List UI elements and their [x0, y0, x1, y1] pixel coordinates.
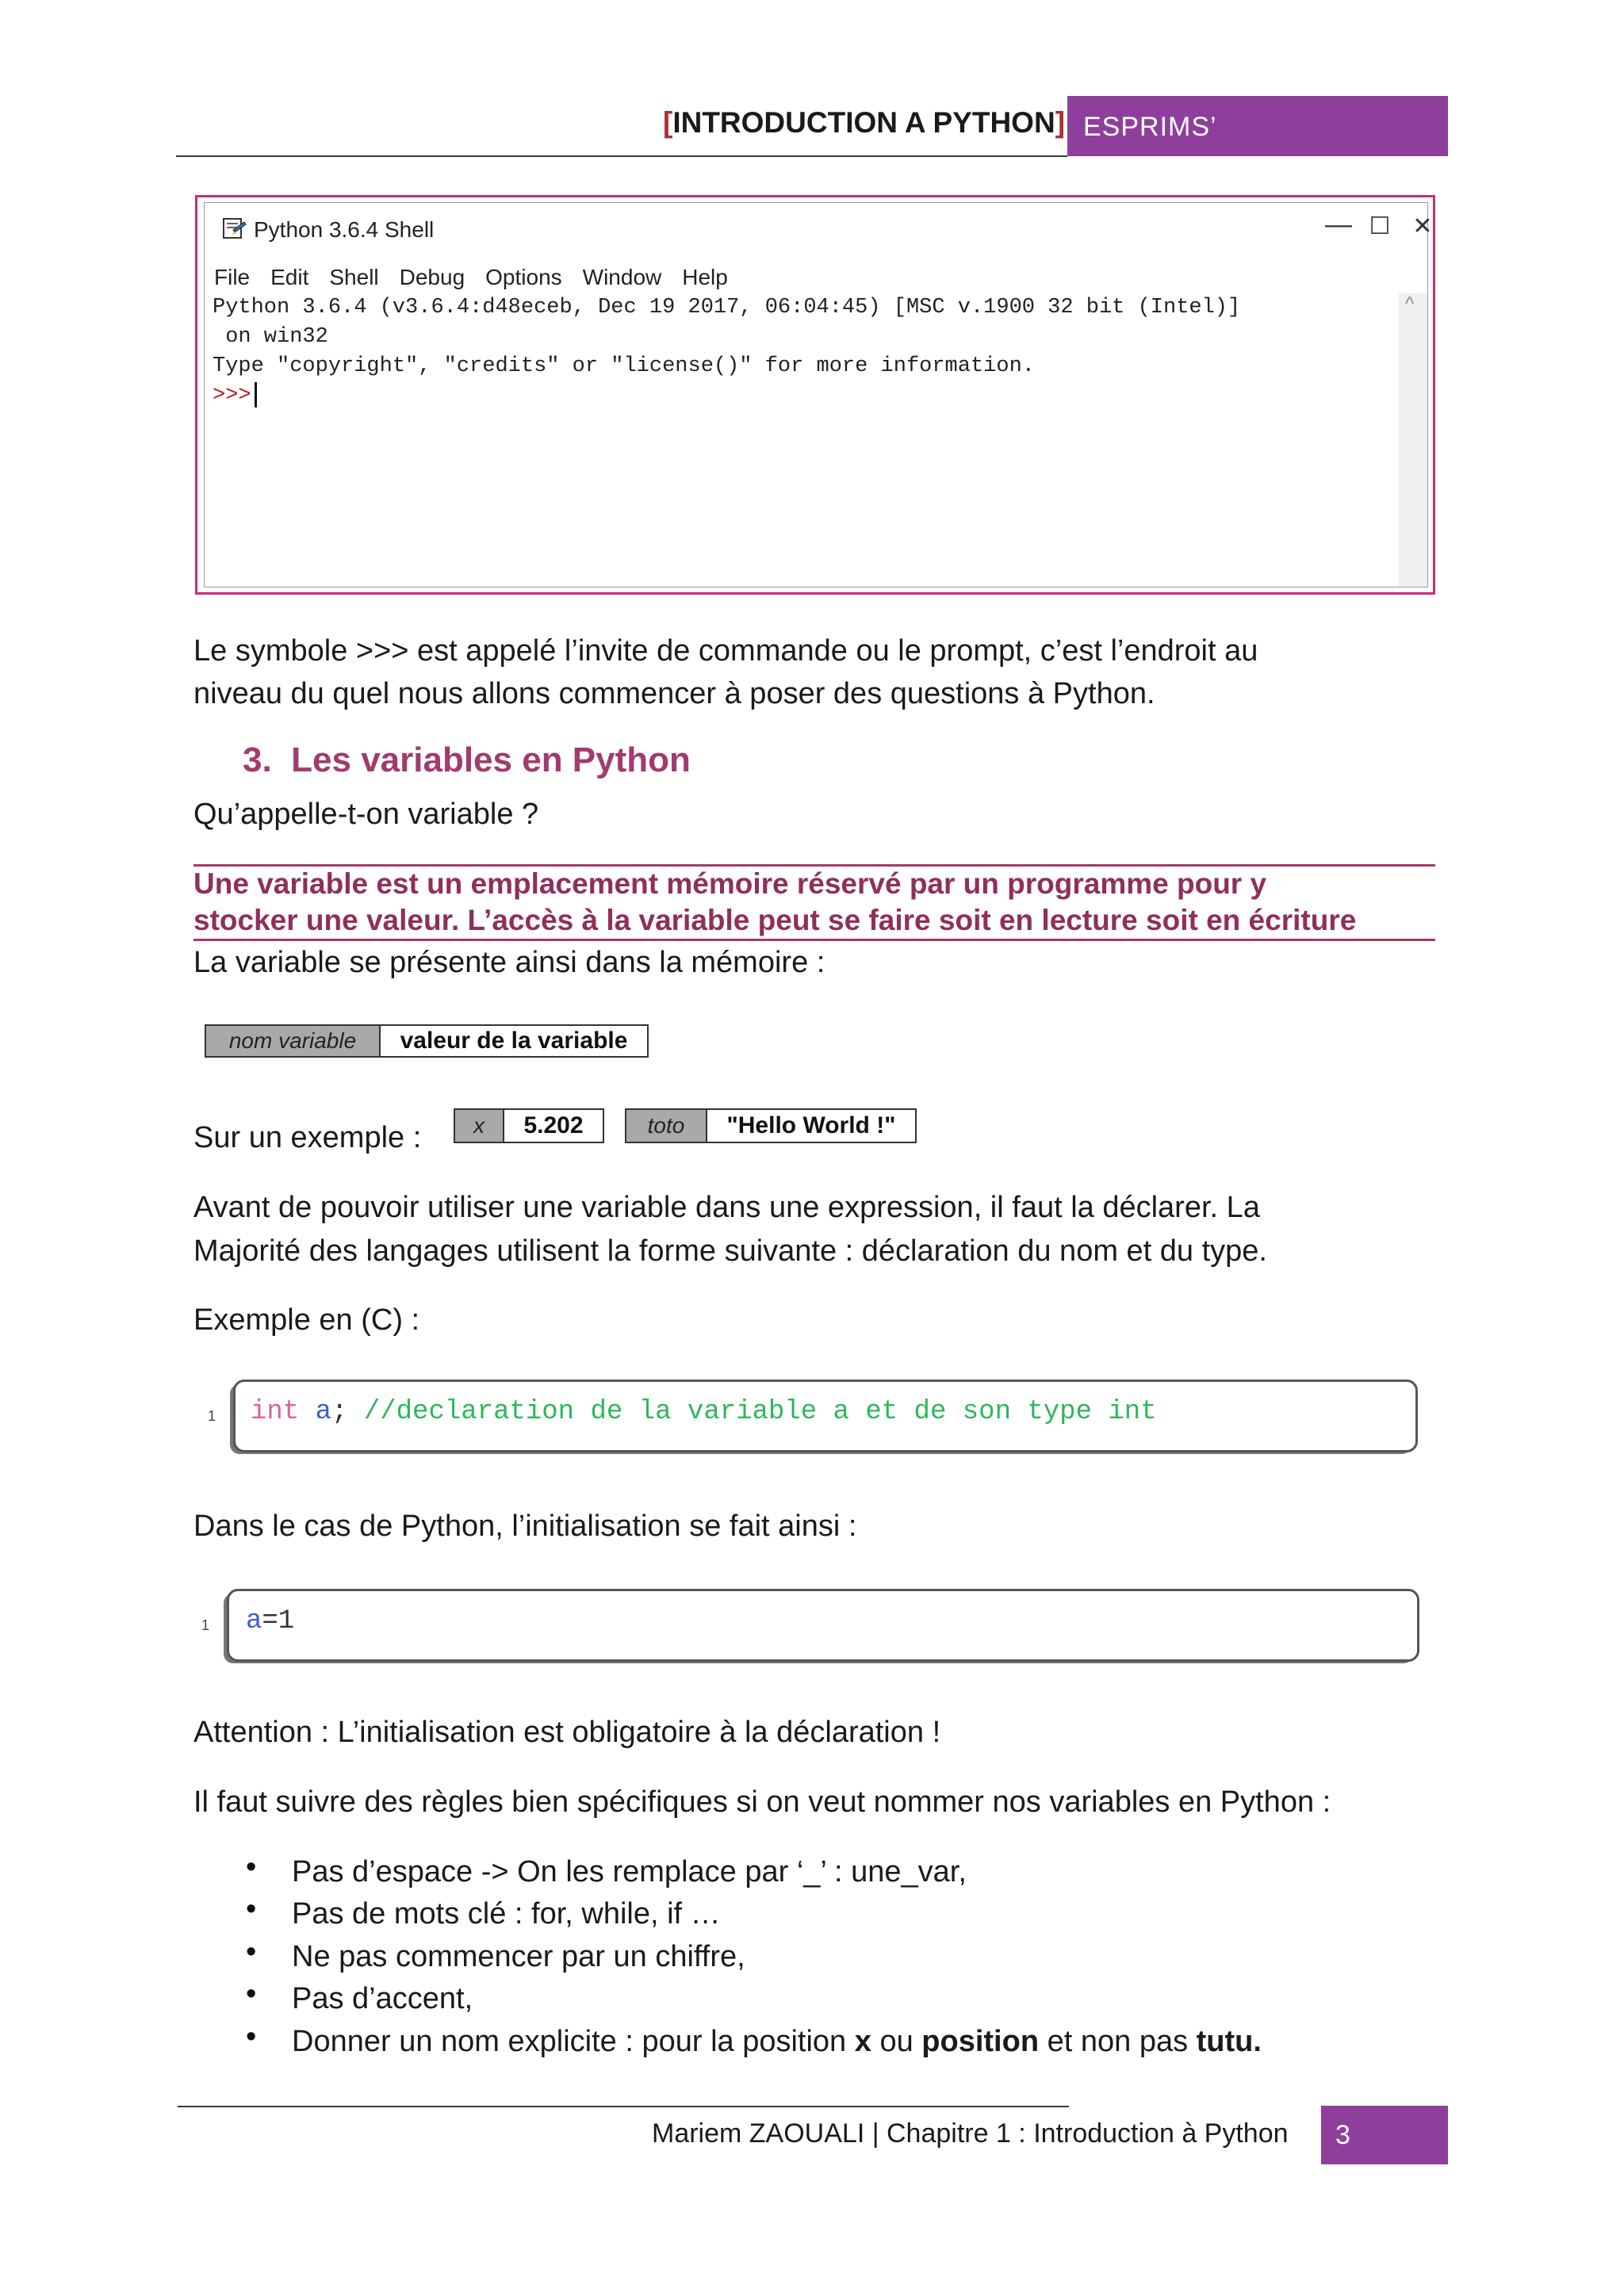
declaration-line-2: Majorité des langages utilisent la forme suivante : déclaration du nom et du type. — [193, 1234, 1267, 1268]
rule-item: Pas de mots clé : for, while, if … — [292, 1897, 721, 1931]
example-label: Sur un exemple : — [193, 1121, 422, 1154]
c-example-label: Exemple en (C) : — [193, 1303, 420, 1337]
rule-text: Donner un nom explicite : pour la position — [292, 2025, 855, 2058]
shell-line: on win32 — [213, 325, 328, 349]
header-title-text: INTRODUCTION A PYTHON — [672, 106, 1055, 139]
bullet-icon: • — [246, 1935, 257, 1969]
shell-line: Python 3.6.4 (v3.6.4:d48eceb, Dec 19 2017, 06:04:45) [MSC v.1900 32 bit (Intel)] — [213, 296, 1241, 320]
definition-line-2: stocker une valeur. L’accès à la variable peut se faire soit en lecture soit en écriture — [193, 904, 1357, 936]
rule-bold-x: x — [854, 2025, 871, 2058]
python-idle-icon — [222, 216, 247, 241]
python-code-line — [246, 1606, 294, 1636]
footer-divider — [178, 2106, 1069, 2107]
menu-edit[interactable]: Edit — [270, 265, 309, 289]
header-bracket-open: [ — [663, 106, 673, 139]
memory-text: La variable se présente ainsi dans la mémoire : — [193, 946, 825, 979]
example-cell-x — [454, 1108, 604, 1143]
variable-value-cell: 5.202 — [504, 1110, 603, 1142]
variable-value-cell: "Hello World !" — [707, 1110, 915, 1142]
code-keyword: int — [251, 1397, 300, 1427]
bullet-icon: • — [246, 2020, 257, 2053]
shell-line: Type "copyright", "credits" or "license()" for more information. — [213, 354, 1035, 378]
rule-item: Pas d’accent, — [292, 1982, 473, 2015]
python-shell-window — [195, 195, 1435, 595]
line-number: 1 — [201, 1617, 210, 1633]
declaration-line-1: Avant de pouvoir utiliser une variable dans une expression, il faut la déclarer. La — [193, 1191, 1260, 1224]
definition-top-rule — [193, 864, 1435, 867]
rule-text: ou — [871, 2025, 922, 2058]
rule-item: Pas d’espace -> On les remplace par ‘_’ : une_var, — [292, 1855, 967, 1888]
variable-value-cell: valeur de la variable — [381, 1026, 647, 1056]
shell-window-title: Python 3.6.4 Shell — [254, 217, 435, 242]
page-number-box — [1321, 2106, 1448, 2164]
header-title — [663, 106, 1065, 140]
bullet-icon: • — [246, 1850, 257, 1884]
menu-help[interactable]: Help — [682, 265, 728, 289]
rule-item: Ne pas commencer par un chiffre, — [292, 1940, 745, 1973]
line-number: 1 — [208, 1408, 216, 1424]
variable-name-cell: nom variable — [206, 1026, 381, 1056]
rule-bold-tutu: tutu. — [1196, 2025, 1262, 2058]
rule-bold-position: position — [921, 2025, 1040, 2058]
example-cell-toto — [625, 1108, 917, 1143]
rule-text: et non pas — [1039, 2025, 1197, 2058]
python-code-snippet — [227, 1589, 1419, 1662]
menu-debug[interactable]: Debug — [399, 265, 465, 289]
c-code-line — [251, 1397, 1157, 1427]
header-bracket-close: ] — [1055, 106, 1066, 139]
minimize-button[interactable]: — — [1325, 209, 1352, 239]
definition-line-1: Une variable est un emplacement mémoire réservé par un programme pour y — [193, 867, 1267, 900]
close-button[interactable]: ✕ — [1412, 213, 1433, 239]
page-number: 3 — [1335, 2120, 1350, 2150]
menu-window[interactable]: Window — [582, 265, 662, 289]
shell-prompt: >>> — [213, 384, 251, 408]
section-heading — [243, 740, 691, 780]
shell-menubar — [214, 265, 728, 290]
header-divider — [176, 155, 1067, 157]
attention-note: Attention : L’initialisation est obligatoire à la déclaration ! — [193, 1716, 941, 1749]
variable-name-cell: toto — [626, 1110, 707, 1142]
header-school-box — [1067, 96, 1448, 156]
section-question: Qu’appelle-t-on variable ? — [193, 798, 539, 831]
python-init-text: Dans le cas de Python, l’initialisation se fait ainsi : — [193, 1510, 857, 1543]
menu-shell[interactable]: Shell — [329, 265, 379, 289]
variable-name-cell: x — [455, 1110, 504, 1142]
python-shell-frame — [204, 202, 1433, 587]
maximize-button[interactable]: ☐ — [1369, 213, 1391, 239]
rule-item-last — [292, 2020, 1262, 2063]
code-variable: a — [246, 1606, 262, 1636]
shell-prompt-line[interactable] — [213, 381, 1394, 411]
footer-text: Mariem ZAOUALI | Chapitre 1 : Introduction à Python — [652, 2118, 1289, 2149]
code-comment: //declaration de la variable a et de son type int — [363, 1397, 1157, 1427]
header-school: ESPRIMS’ — [1083, 112, 1217, 142]
rules-intro: Il faut suivre des règles bien spécifiques si on veut nommer nos variables en Python : — [193, 1785, 1331, 1819]
bullet-icon: • — [246, 1977, 257, 2011]
shell-output[interactable] — [213, 293, 1394, 584]
code-variable: a — [315, 1397, 332, 1427]
memory-cell — [205, 1024, 649, 1058]
shell-scrollbar[interactable] — [1399, 293, 1427, 587]
code-punct: ; — [331, 1397, 348, 1427]
code-assignment: =1 — [262, 1606, 295, 1636]
bullet-icon: • — [246, 1892, 257, 1926]
menu-file[interactable]: File — [214, 265, 251, 289]
section-number: 3. — [243, 740, 272, 779]
scroll-up-icon[interactable]: ^ — [1405, 293, 1415, 315]
intro-line-1: Le symbole >>> est appelé l’invite de commande ou le prompt, c’est l’endroit au — [193, 634, 1258, 668]
text-cursor — [255, 382, 257, 408]
menu-options[interactable]: Options — [485, 265, 562, 289]
intro-line-2: niveau du quel nous allons commencer à poser des questions à Python. — [193, 677, 1155, 710]
section-title: Les variables en Python — [291, 740, 691, 779]
